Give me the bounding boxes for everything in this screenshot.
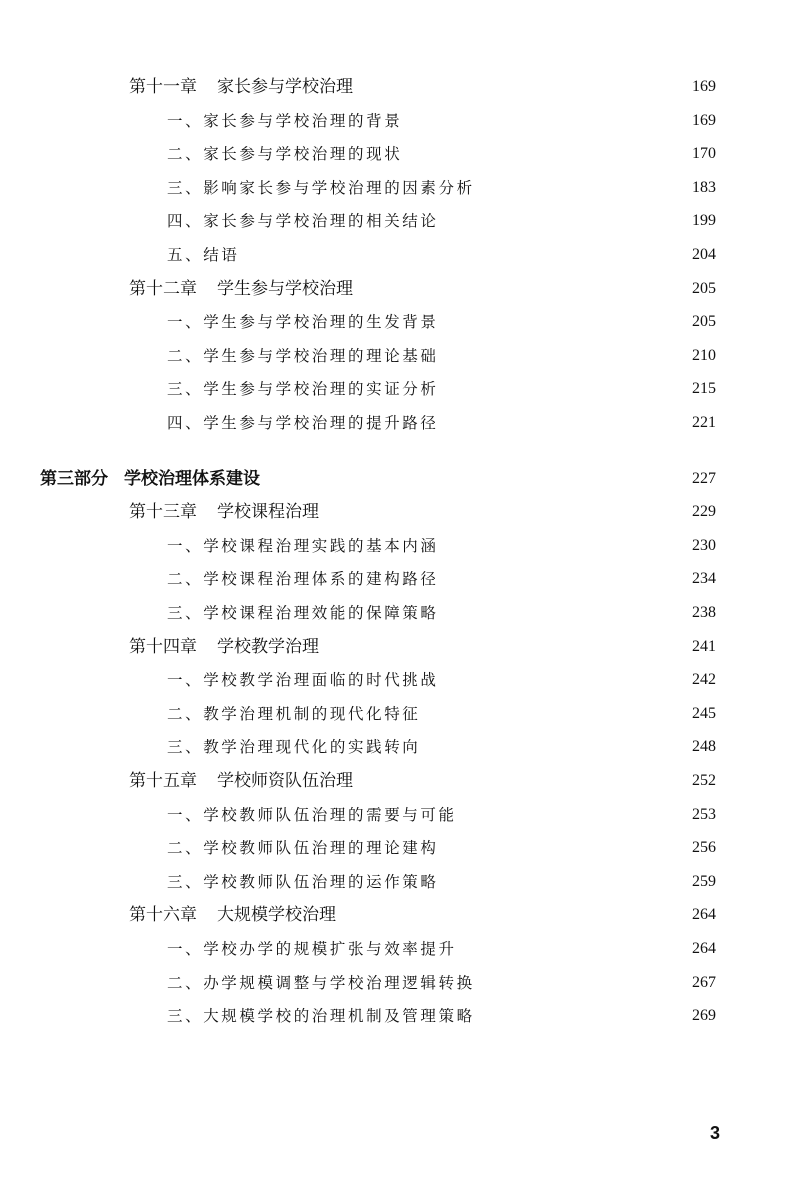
toc-chapter-title — [129, 274, 353, 304]
toc-section-title: 二、学生参与学校治理的理论基础 — [167, 347, 439, 365]
toc-page-number: 199 — [692, 212, 716, 229]
chapter-name: 大规模学校治理 — [217, 905, 336, 925]
page-number: 3 — [709, 1123, 720, 1143]
chapter-name: 学校教学治理 — [217, 637, 319, 657]
toc-section-row[interactable] — [0, 564, 790, 594]
toc-section-row[interactable] — [0, 374, 790, 404]
toc-page-number: 238 — [692, 604, 716, 621]
toc-page-number: 210 — [692, 347, 716, 364]
chapter-name: 学生参与学校治理 — [217, 279, 353, 299]
toc-page-number: 205 — [692, 280, 716, 297]
toc-section-row[interactable] — [0, 968, 790, 998]
toc-chapter-title — [129, 632, 319, 662]
chapter-number: 第十五章 — [129, 771, 197, 791]
chapter-number: 第十三章 — [129, 502, 197, 522]
toc-section-title: 二、学校教师队伍治理的理论建构 — [167, 839, 439, 857]
toc-section-title: 三、教学治理现代化的实践转向 — [167, 738, 421, 756]
toc-section-row[interactable] — [0, 139, 790, 169]
toc-chapter-title — [129, 497, 319, 527]
toc-section-title: 三、影响家长参与学校治理的因素分析 — [167, 179, 475, 197]
toc-section-title: 一、学校课程治理实践的基本内涵 — [167, 537, 439, 555]
toc-section-title: 四、学生参与学校治理的提升路径 — [167, 414, 439, 432]
toc-section-title: 一、学生参与学校治理的生发背景 — [167, 313, 439, 331]
toc-page-number: 245 — [692, 705, 716, 722]
toc-section-title: 一、学校教学治理面临的时代挑战 — [167, 671, 439, 689]
toc-section-title: 二、学校课程治理体系的建构路径 — [167, 570, 439, 588]
toc-section-row[interactable] — [0, 1001, 790, 1031]
toc-section-row[interactable] — [0, 341, 790, 371]
toc-page-number: 252 — [692, 772, 716, 789]
toc-page-number: 183 — [692, 179, 716, 196]
toc-page-number: 248 — [692, 738, 716, 755]
chapter-name: 家长参与学校治理 — [217, 77, 353, 97]
chapter-name: 学校课程治理 — [217, 502, 319, 522]
toc-section-title: 一、家长参与学校治理的背景 — [167, 112, 403, 130]
toc-section-title: 三、学校教师队伍治理的运作策略 — [167, 873, 439, 891]
toc-section-row[interactable] — [0, 240, 790, 270]
toc-section-title: 二、教学治理机制的现代化特征 — [167, 705, 421, 723]
toc-part-title — [40, 464, 260, 494]
toc-section-row[interactable] — [0, 206, 790, 236]
toc-page-number: 204 — [692, 246, 716, 263]
toc-page-number: 170 — [692, 145, 716, 162]
toc-part-row[interactable] — [0, 464, 790, 494]
part-number: 第三部分 — [40, 469, 108, 489]
toc-page-number: 264 — [692, 940, 716, 957]
toc-section-row[interactable] — [0, 867, 790, 897]
toc-section-row[interactable] — [0, 106, 790, 136]
toc-page-number: 215 — [692, 380, 716, 397]
toc-section-title: 三、学生参与学校治理的实证分析 — [167, 380, 439, 398]
toc-section-title: 二、办学规模调整与学校治理逻辑转换 — [167, 974, 475, 992]
toc-section-title: 一、学校办学的规模扩张与效率提升 — [167, 940, 457, 958]
toc-section-row[interactable] — [0, 732, 790, 762]
toc-chapter-row[interactable] — [0, 72, 790, 102]
toc-section-row[interactable] — [0, 699, 790, 729]
toc-page-number: 230 — [692, 537, 716, 554]
toc-chapter-row[interactable] — [0, 632, 790, 662]
toc-page-number: 205 — [692, 313, 716, 330]
toc-section-row[interactable] — [0, 173, 790, 203]
toc-section-title: 一、学校教师队伍治理的需要与可能 — [167, 806, 457, 824]
toc-chapter-title — [129, 900, 336, 930]
toc-section-row[interactable] — [0, 598, 790, 628]
toc-section-row[interactable] — [0, 531, 790, 561]
toc-section-row[interactable] — [0, 665, 790, 695]
toc-section-row[interactable] — [0, 307, 790, 337]
toc-chapter-title — [129, 766, 353, 796]
chapter-number: 第十二章 — [129, 279, 197, 299]
toc-page-number: 242 — [692, 671, 716, 688]
toc-page-number: 234 — [692, 570, 716, 587]
toc-page-number: 227 — [692, 470, 716, 487]
toc-section-row[interactable] — [0, 833, 790, 863]
toc-page-number: 259 — [692, 873, 716, 890]
toc-page-number: 267 — [692, 974, 716, 991]
chapter-name: 学校师资队伍治理 — [217, 771, 353, 791]
toc-page-number: 169 — [692, 78, 716, 95]
toc-page-number: 264 — [692, 906, 716, 923]
toc-section-row[interactable] — [0, 934, 790, 964]
chapter-number: 第十四章 — [129, 637, 197, 657]
toc-section-title: 二、家长参与学校治理的现状 — [167, 145, 403, 163]
toc-section-title: 三、学校课程治理效能的保障策略 — [167, 604, 439, 622]
toc-page-number: 221 — [692, 414, 716, 431]
chapter-number: 第十六章 — [129, 905, 197, 925]
toc-chapter-row[interactable] — [0, 900, 790, 930]
toc-page-number: 229 — [692, 503, 716, 520]
toc-page-number: 253 — [692, 806, 716, 823]
toc-section-title: 三、大规模学校的治理机制及管理策略 — [167, 1007, 475, 1025]
toc-page-number: 269 — [692, 1007, 716, 1024]
chapter-number: 第十一章 — [129, 77, 197, 97]
toc-page-number: 256 — [692, 839, 716, 856]
toc-chapter-row[interactable] — [0, 766, 790, 796]
part-name: 学校治理体系建设 — [124, 469, 260, 489]
toc-page-number: 241 — [692, 638, 716, 655]
toc-chapter-row[interactable] — [0, 497, 790, 527]
toc-section-row[interactable] — [0, 800, 790, 830]
toc-chapter-row[interactable] — [0, 274, 790, 304]
toc-section-title: 四、家长参与学校治理的相关结论 — [167, 212, 439, 230]
toc-chapter-title — [129, 72, 353, 102]
toc-section-title: 五、结语 — [167, 246, 240, 264]
toc-page-number: 169 — [692, 112, 716, 129]
toc-section-row[interactable] — [0, 408, 790, 438]
